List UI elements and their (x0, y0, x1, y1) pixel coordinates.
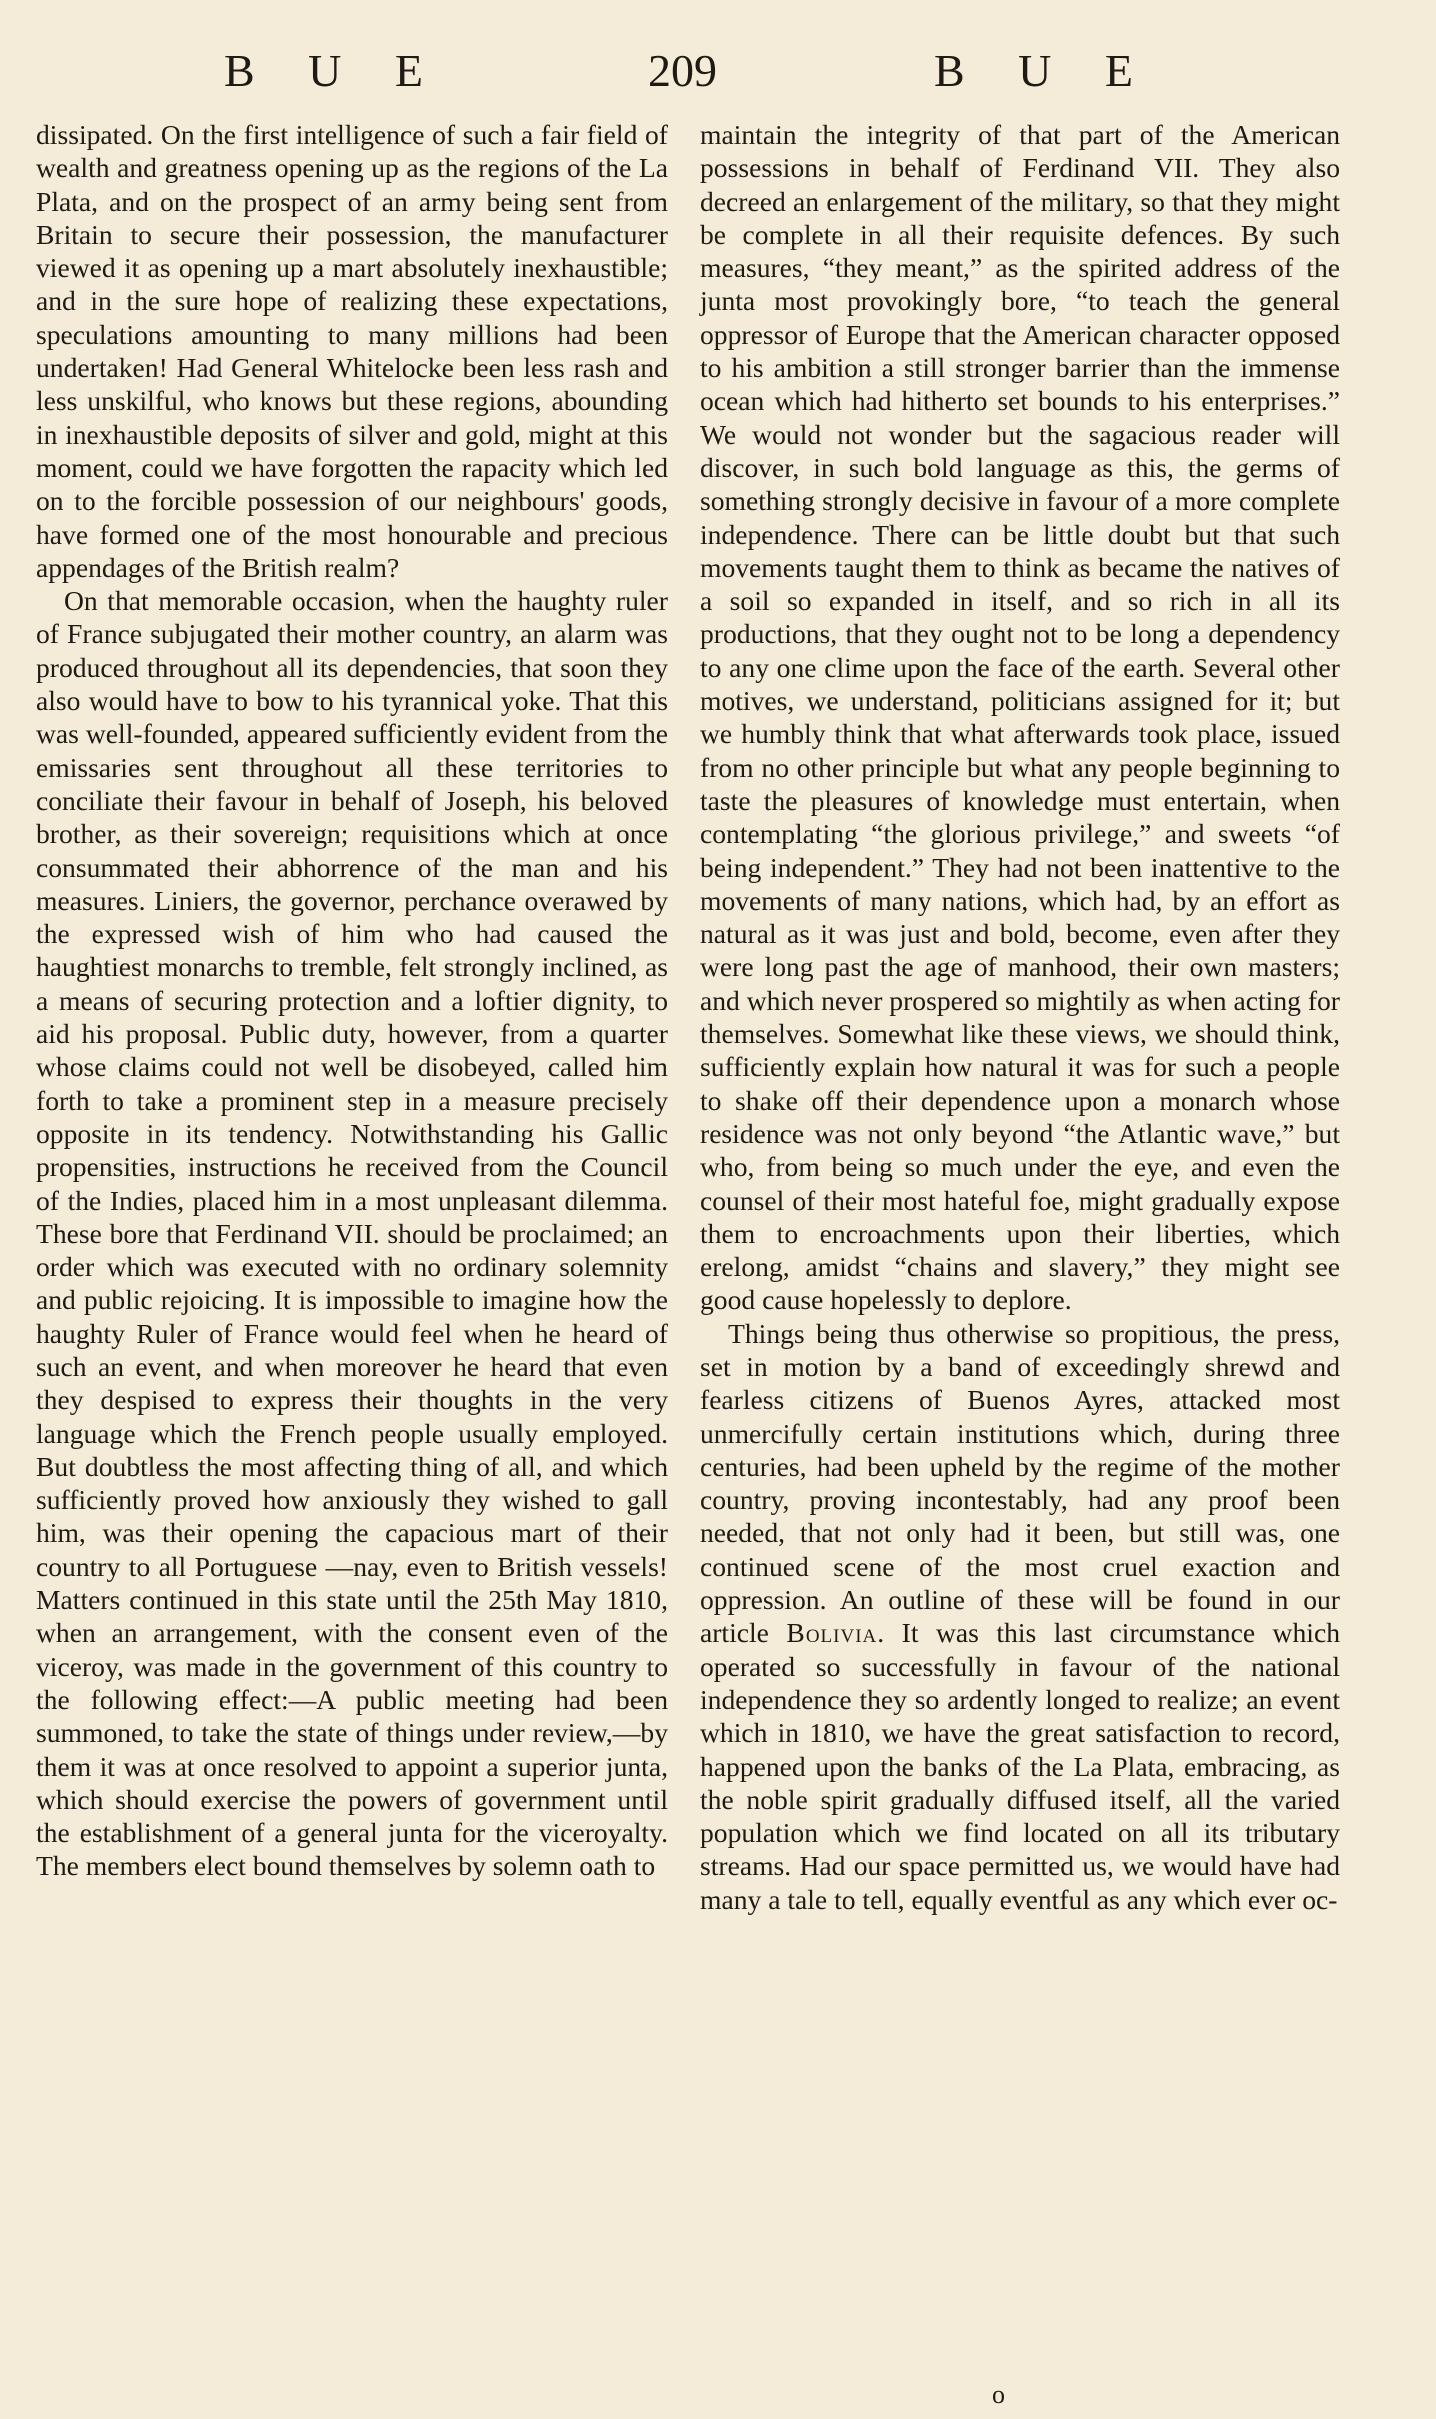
right-paragraph-2-continued: . It was this last circumstance which operated so successfully in favour of the national independence they so ardently longed to realize; an event which in 1810, we have the great satisfaction to record, happened upon the banks of the La Plata, embracing, as the noble spirit gradually diffused itself, all the varied population which we find located on all its tributary streams. Had our space permitted us, we would have had many a tale to tell, equally eventful as any which ever oc- (700, 1617, 1340, 1915)
right-column (700, 118, 1340, 1916)
running-head (0, 44, 1436, 114)
left-paragraph-2: On that memorable occasion, when the haughty ruler of France subjugated their mother country, an alarm was produced throughout all its dependencies, that soon they also would have to bow to his tyrannical yoke. That this was well-founded, appeared sufficiently evident from the emissaries sent throughout all these territories to conciliate their favour in behalf of Joseph, his beloved brother, as their sovereign; requisitions which at once consummated their abhorrence of the man and his measures. Liniers, the governor, perchance overawed by the expressed wish of him who had caused the haughtiest monarchs to tremble, felt strongly inclined, as a means of securing protection and a loftier dignity, to aid his proposal. Public duty, however, from a quarter whose claims could not well be disobeyed, called him forth to take a prominent step in a measure precisely opposite in its tendency. Notwithstanding his Gallic propensities, instructions he received from the Council of the Indies, placed him in a most unpleasant dilemma. These bore that Ferdinand VII. should be proclaimed; an order which was executed with no ordinary solemnity and public rejoicing. It is impossible to imagine how the haughty Ruler of France would feel when he heard of such an event, and when moreover he heard that even they despised to express their thoughts in the very language which the French people usually employed. But doubtless the most affecting thing of all, and which sufficiently proved how anxiously they wished to gall him, was their opening the capacious mart of their country to all Portuguese —nay, even to British vessels! Matters continued in this state until the 25th May 1810, when an arrangement, with the consent even of the viceroy, was made in the government of this country to the following effect:—A public meeting had been summoned, to take the state of things under review,—by them it was at once resolved to appoint a superior junta, which should exercise the powers of government until the establishment of a general junta for the viceroyalty. The members elect bound themselves by solemn oath to (36, 585, 668, 1882)
page-number: 209 (648, 45, 717, 96)
right-paragraph-2-text: Things being thus otherwise so propitious, the press, set in motion by a band of exceedingly shrewd and fearless citizens of Buenos Ayres, attacked most unmercifully certain institutions which, during three centuries, had been upheld by the regime of the mother country, proving incontestably, had any proof been needed, that not only had it been, but still was, one continued scene of the most cruel exaction and oppression. An outline of these will be found in our article (700, 1317, 1340, 1649)
cross-reference-bolivia: Bolivia (786, 1617, 878, 1649)
running-head-left: B U E (224, 45, 429, 96)
left-paragraph-1: dissipated. On the first intelligence of such a fair field of wealth and greatness opening up as the regions of the La Plata, and on the prospect of an army being sent from Britain to secure their possession, the manufacturer viewed it as opening up a mart absolutely inexhaustible; and in the sure hope of realizing these expectations, speculations amounting to many millions had been undertaken! Had General Whitelocke been less rash and less unskilful, who knows but these regions, abounding in inexhaustible deposits of silver and gold, might at this moment, could we have forgotten the rapacity which led on to the forcible possession of our neighbours' goods, have formed one of the most honourable and precious appendages of the British realm? (36, 119, 668, 583)
right-paragraph-2 (700, 1317, 1340, 1916)
signature-mark: o (992, 2380, 1005, 2409)
running-head-right: B U E (934, 45, 1139, 96)
right-paragraph-1: maintain the integrity of that part of the American possessions in behalf of Ferdinand VII. They also decreed an enlargement of the military, so that they might be complete in all their requisite defences. By such measures, “they meant,” as the spirited address of the junta most provokingly bore, “to teach the general oppressor of Europe that the American character opposed to his ambition a still stronger barrier than the immense ocean which had hitherto set bounds to his enterprises.” We would not wonder but the sagacious reader will discover, in such bold language as this, the germs of something strongly decisive in favour of a more complete independence. There can be little doubt but that such movements taught them to think as became the natives of a soil so expanded in itself, and so rich in all its productions, that they ought not to be long a dependency to any one clime upon the face of the earth. Several other motives, we understand, politicians assigned for it; but we humbly think that what afterwards took place, issued from no other principle but what any people beginning to taste the pleasures of knowledge must entertain, when contemplating “the glorious privilege,” and sweets “of being independent.” They had not been inattentive to the movements of many nations, which had, by an effort as natural as it was just and bold, become, even after they were long past the age of manhood, their own masters; and which never prospered so mightily as when acting for themselves. Somewhat like these views, we should think, sufficiently explain how natural it was for such a people to shake off their dependence upon a monarch whose residence was not only beyond “the Atlantic wave,” but who, from being so much under the eye, and even the counsel of their most hateful foe, might gradually expose them to encroachments upon their liberties, which erelong, amidst “chains and slavery,” they might see good cause hopelessly to deplore. (700, 119, 1340, 1316)
left-column (36, 118, 668, 1883)
